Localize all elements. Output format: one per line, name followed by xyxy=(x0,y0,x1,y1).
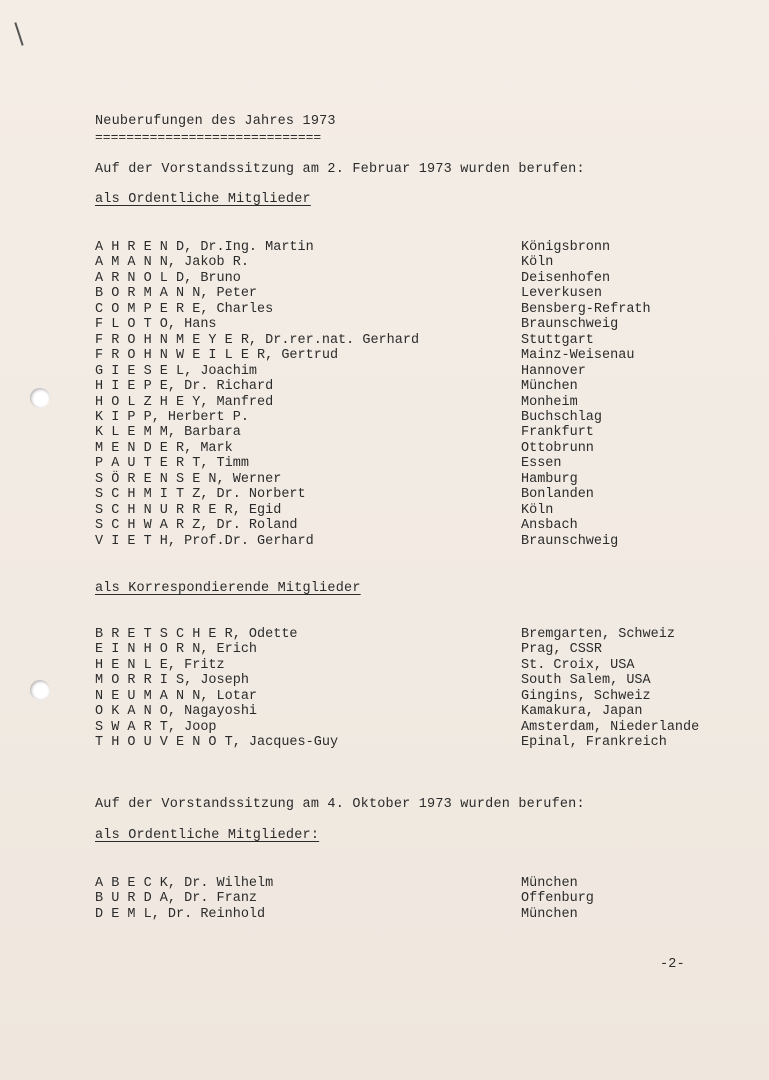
member-name: M E N D E R, Mark xyxy=(95,440,233,456)
member-name: S C H W A R Z, Dr. Roland xyxy=(95,518,298,534)
member-row xyxy=(95,891,735,907)
member-city: Köln xyxy=(521,502,554,518)
member-row xyxy=(95,720,735,736)
member-row xyxy=(95,395,735,411)
member-row xyxy=(95,425,735,441)
member-row xyxy=(95,364,735,380)
member-city: Kamakura, Japan xyxy=(521,704,643,720)
member-city: Buchschlag xyxy=(521,409,603,425)
member-city: St. Croix, USA xyxy=(521,657,635,673)
member-row xyxy=(95,410,735,426)
member-city: Bremgarten, Schweiz xyxy=(521,627,675,642)
member-name: K L E M M, Barbara xyxy=(95,425,241,441)
member-name: V I E T H, Prof.Dr. Gerhard xyxy=(95,533,314,549)
punch-hole-upper xyxy=(30,388,50,408)
member-row xyxy=(95,673,735,689)
meeting-october-text: Auf der Vorstandssitzung am 4. Oktober 1973 wurden berufen: xyxy=(95,797,585,812)
member-city: Mainz-Weisenau xyxy=(521,348,635,364)
member-name: S W A R T, Joop xyxy=(95,719,217,735)
member-name: D E M L, Dr. Reinhold xyxy=(95,906,266,922)
member-row xyxy=(95,240,735,256)
member-name: P A U T E R T, Timm xyxy=(95,456,249,472)
member-city: Ansbach xyxy=(521,518,578,534)
member-city: Monheim xyxy=(521,394,578,410)
member-row xyxy=(95,456,735,472)
member-row xyxy=(95,348,735,364)
meeting-february-text: Auf der Vorstandssitzung am 2. Februar 1973 wurden berufen: xyxy=(95,162,585,177)
member-city: Königsbronn xyxy=(521,240,611,255)
member-name: F R O H N W E I L E R, Gertrud xyxy=(95,348,339,364)
member-name: C O M P E R E, Charles xyxy=(95,301,274,317)
member-row xyxy=(95,534,735,550)
member-row xyxy=(95,255,735,271)
pen-mark xyxy=(14,22,23,45)
member-name: B O R M A N N, Peter xyxy=(95,286,258,302)
member-city: Deisenhofen xyxy=(521,270,611,286)
member-name: A H R E N D, Dr.Ing. Martin xyxy=(95,240,314,255)
member-city: Köln xyxy=(521,255,554,271)
member-city: Offenburg xyxy=(521,891,594,907)
member-name: O K A N O, Nagayoshi xyxy=(95,704,258,720)
member-row xyxy=(95,658,735,674)
member-city: Epinal, Frankreich xyxy=(521,735,667,751)
member-city: Bonlanden xyxy=(521,487,594,503)
member-city: München xyxy=(521,906,578,922)
member-row xyxy=(95,302,735,318)
member-name: F R O H N M E Y E R, Dr.rer.nat. Gerhard xyxy=(95,332,420,348)
member-row xyxy=(95,286,735,302)
member-city: Amsterdam, Niederlande xyxy=(521,719,700,735)
member-row xyxy=(95,689,735,705)
member-name: S Ö R E N S E N, Werner xyxy=(95,471,282,487)
member-city: Braunschweig xyxy=(521,533,619,549)
member-row xyxy=(95,472,735,488)
korrespondierende-heading: als Korrespondierende Mitglieder xyxy=(95,581,361,596)
member-row xyxy=(95,876,735,892)
member-name: S C H N U R R E R, Egid xyxy=(95,502,282,518)
member-name: H I E P E, Dr. Richard xyxy=(95,379,274,395)
member-city: Stuttgart xyxy=(521,332,594,348)
member-row xyxy=(95,518,735,534)
member-row xyxy=(95,735,735,751)
punch-hole-lower xyxy=(30,680,50,700)
member-city: München xyxy=(521,876,578,891)
member-row xyxy=(95,333,735,349)
member-city: Braunschweig xyxy=(521,317,619,333)
member-name: M O R R I S, Joseph xyxy=(95,673,249,689)
member-city: Essen xyxy=(521,456,562,472)
member-name: E I N H O R N, Erich xyxy=(95,642,258,658)
member-name: H O L Z H E Y, Manfred xyxy=(95,394,274,410)
member-row xyxy=(95,271,735,287)
member-row xyxy=(95,379,735,395)
member-row xyxy=(95,441,735,457)
member-row xyxy=(95,627,735,643)
member-city: Gingins, Schweiz xyxy=(521,688,651,704)
member-city: Prag, CSSR xyxy=(521,642,603,658)
member-city: Hamburg xyxy=(521,471,578,487)
member-row xyxy=(95,907,735,923)
member-city: Bensberg-Refrath xyxy=(521,301,651,317)
member-name: B R E T S C H E R, Odette xyxy=(95,627,298,642)
page-number: -2- xyxy=(660,957,685,972)
member-name: H E N L E, Fritz xyxy=(95,657,225,673)
member-row xyxy=(95,487,735,503)
member-row xyxy=(95,317,735,333)
member-name: K I P P, Herbert P. xyxy=(95,409,249,425)
member-row xyxy=(95,503,735,519)
document-title: Neuberufungen des Jahres 1973 xyxy=(95,114,336,129)
member-city: Leverkusen xyxy=(521,286,603,302)
member-name: F L O T O, Hans xyxy=(95,317,217,333)
member-city: Hannover xyxy=(521,363,586,379)
member-city: München xyxy=(521,379,578,395)
member-row xyxy=(95,704,735,720)
member-name: A R N O L D, Bruno xyxy=(95,270,241,286)
member-name: T H O U V E N O T, Jacques-Guy xyxy=(95,735,339,751)
ordentliche-heading: als Ordentliche Mitglieder xyxy=(95,192,311,207)
member-name: A M A N N, Jakob R. xyxy=(95,255,249,271)
member-city: Ottobrunn xyxy=(521,440,594,456)
member-name: S C H M I T Z, Dr. Norbert xyxy=(95,487,306,503)
member-name: N E U M A N N, Lotar xyxy=(95,688,258,704)
title-rule: ============================= xyxy=(95,130,322,145)
member-name: A B E C K, Dr. Wilhelm xyxy=(95,876,274,891)
member-name: G I E S E L, Joachim xyxy=(95,363,258,379)
member-name: B U R D A, Dr. Franz xyxy=(95,891,258,907)
ordentliche2-heading: als Ordentliche Mitglieder: xyxy=(95,828,320,843)
member-city: Frankfurt xyxy=(521,425,594,441)
member-city: South Salem, USA xyxy=(521,673,651,689)
member-row xyxy=(95,642,735,658)
